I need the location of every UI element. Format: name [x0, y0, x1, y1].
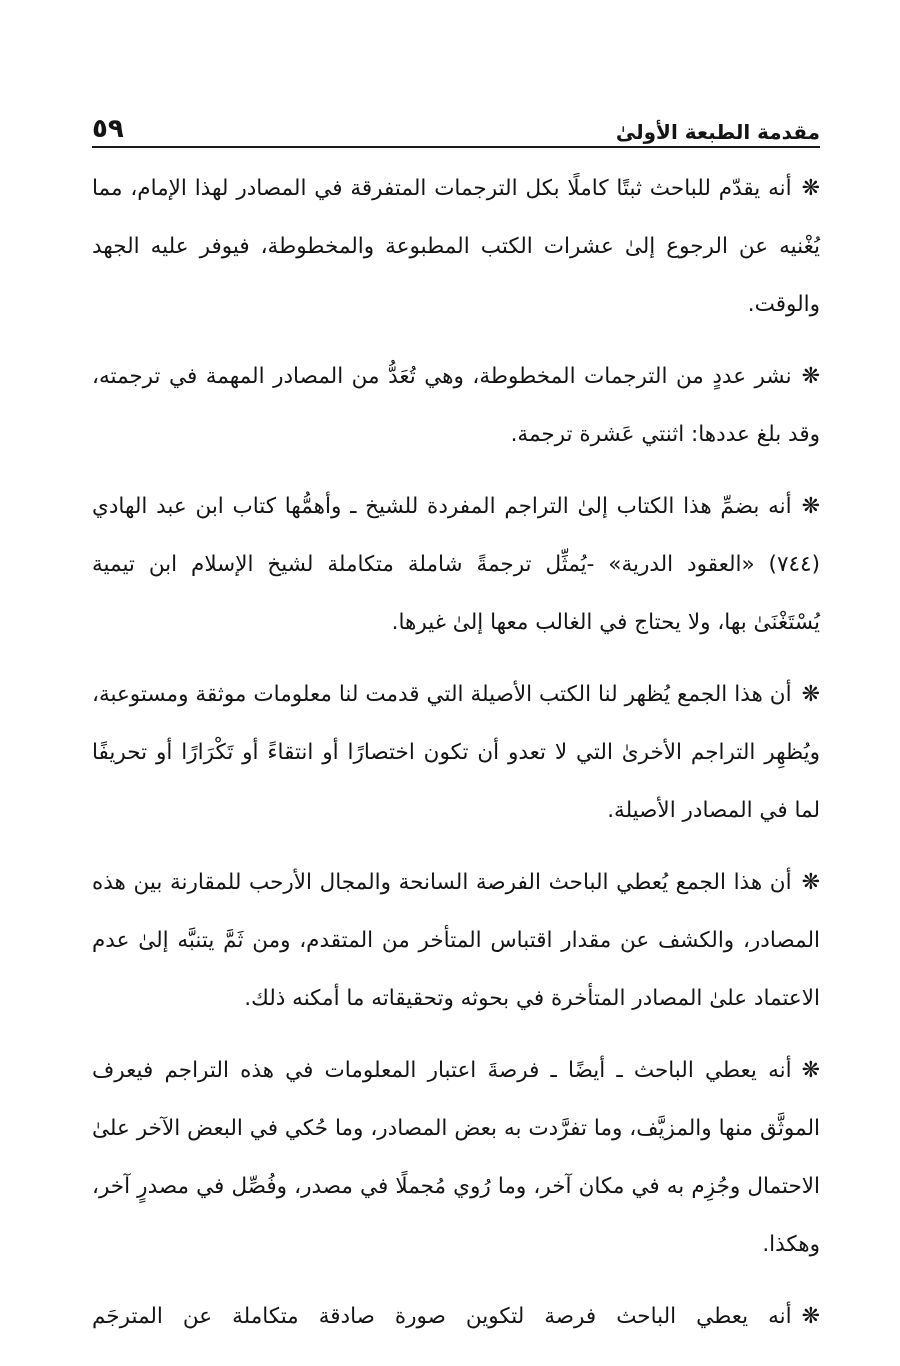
running-head — [92, 104, 820, 144]
bullet-icon: ❋ — [801, 176, 820, 201]
paragraph-7 — [92, 1288, 820, 1346]
paragraph-text: أن هذا الجمع يُظهر لنا الكتب الأصيلة التي قدمت لنا معلومات موثقة ومستوعبة، ويُظهِر التراجم الأخرىٰ التي لا تعدو أن تكون اختصارًا أو انتقاءً أو تَكْرَارًا أو تحريفًا لما في المصادر الأصيلة. — [92, 682, 820, 823]
bullet-icon: ❋ — [801, 870, 820, 895]
paragraph-text: نشر عددٍ من الترجمات المخطوطة، وهي تُعَدُّ من المصادر المهمة في ترجمته، وقد بلغ عددها: اثنتي عَشرة ترجمة. — [92, 364, 820, 447]
paragraph-text: أنه يقدّم للباحث ثبتًا كاملًا بكل الترجمات المتفرقة في المصادر لهذا الإمام، مما يُغْنيه عن الرجوع إلىٰ عشرات الكتب المطبوعة والمخطوطة، فيوفر عليه الجهد والوقت. — [92, 176, 820, 317]
paragraph-2 — [92, 348, 820, 464]
page-number: ٥٩ — [92, 114, 124, 145]
paragraph-6 — [92, 1042, 820, 1274]
bullet-icon: ❋ — [801, 494, 820, 519]
header-divider — [92, 146, 820, 148]
bullet-icon: ❋ — [801, 1304, 820, 1329]
paragraph-5 — [92, 854, 820, 1028]
running-head-title: مقدمة الطبعة الأولىٰ — [615, 120, 820, 144]
bullet-icon: ❋ — [801, 364, 820, 389]
paragraph-3 — [92, 478, 820, 652]
paragraph-text: أنه يعطي الباحث فرصة لتكوين صورة صادقة متكاملة عن المترجَم — [92, 1304, 792, 1329]
bullet-icon: ❋ — [801, 1058, 820, 1083]
paragraph-text: أن هذا الجمع يُعطي الباحث الفرصة السانحة والمجال الأرحب للمقارنة بين هذه المصادر، والكشف عن مقدار اقتباس المتأخر من المتقدم، ومن ثَمَّ يتنبَّه إلىٰ عدم الاعتماد علىٰ المصادر المتأخرة في بحوثه وتحقيقاته ما أمكنه ذلك. — [92, 870, 820, 1011]
body-text — [92, 160, 820, 1360]
paragraph-1 — [92, 160, 820, 334]
bullet-icon: ❋ — [801, 682, 820, 707]
paragraph-4 — [92, 666, 820, 840]
paragraph-text: أنه بضمِّ هذا الكتاب إلىٰ التراجم المفردة للشيخ ـ وأهمُّها كتاب ابن عبد الهادي (٧٤٤) «العقود الدرية» -يُمثِّل ترجمةً شاملة متكاملة لشيخ الإسلام ابن تيمية يُسْتَغْنَىٰ بها، ولا يحتاج في الغالب معها إلىٰ غيرها. — [92, 494, 820, 635]
paragraph-text: أنه يعطي الباحث ـ أيضًا ـ فرصةَ اعتبار المعلومات في هذه التراجم فيعرف الموثَّق منها والمزيَّف، وما تفرَّدت به بعض المصادر، وما حُكي في البعض الآخر علىٰ الاحتمال وجُزِم به في مكان آخر، وما رُوي مُجملًا في مصدر، وفُصِّل في مصدرٍ آخر، وهكذا. — [92, 1058, 820, 1257]
